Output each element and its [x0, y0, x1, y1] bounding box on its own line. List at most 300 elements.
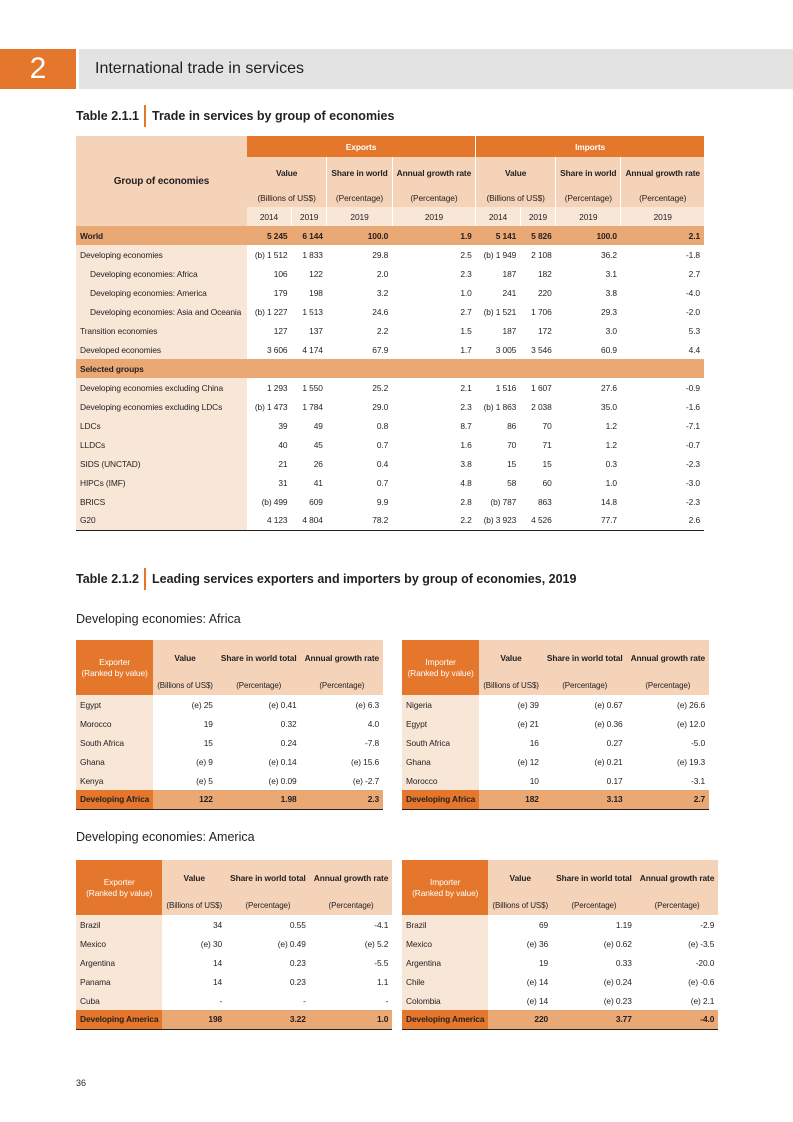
chapter-title: International trade in services — [79, 49, 793, 89]
cell-value: (e) 0.09 — [268, 775, 297, 786]
country-label: Brazil — [402, 915, 488, 934]
cell-value: (b) 1 512 — [247, 245, 292, 264]
cell-value: 1 550 — [291, 378, 326, 397]
total-value: 2.3 — [301, 790, 384, 809]
cell-value: 15 — [520, 454, 555, 473]
cell-value: 3.8 — [392, 454, 476, 473]
cell-value: 3.1 — [556, 264, 621, 283]
cell-value: (e) 15.6 — [351, 756, 380, 767]
cell-value: (e) 30 — [200, 938, 223, 949]
cell-value: (e) 12 — [517, 756, 539, 767]
cell-value: 1.0 — [392, 283, 476, 302]
cell-value: (e) 14 — [526, 976, 549, 987]
cell-value: 2.1 — [621, 226, 704, 245]
cell-value: (e) 0.49 — [277, 938, 306, 949]
total-value: 198 — [162, 1010, 226, 1029]
cell-value: 27.6 — [556, 378, 621, 397]
cell-value: 179 — [247, 283, 292, 302]
imp-unit-value: (Billions of US$) — [476, 188, 556, 207]
cell-value: 1 833 — [291, 245, 326, 264]
cell-value: -1.8 — [621, 245, 704, 264]
cell-value: 127 — [247, 321, 292, 340]
table-row — [76, 435, 704, 454]
table-row — [76, 733, 383, 752]
cell-value: (b) 1 863 — [476, 397, 521, 416]
unit-share: (Percentage) — [226, 896, 310, 915]
cell-value: 29.8 — [327, 245, 392, 264]
row-label: Developing economies excluding China — [76, 378, 247, 397]
cell-value: 2 108 — [520, 245, 555, 264]
america-importers-table — [402, 860, 718, 1030]
cell-value: 2.5 — [392, 245, 476, 264]
cell-value: 34 — [212, 919, 223, 930]
table-row — [76, 283, 704, 302]
cell-value: 14 — [212, 976, 223, 987]
cell-value: -20.0 — [695, 957, 715, 968]
value-header: Value — [479, 640, 543, 676]
cell-value: (b) 1 227 — [247, 302, 292, 321]
cell-value: 5 141 — [476, 226, 521, 245]
cell-value: (e) 26.6 — [677, 699, 706, 710]
table-row — [76, 340, 704, 359]
cell-value: 1.7 — [392, 340, 476, 359]
table-row — [402, 714, 709, 733]
cell-value: -4.0 — [621, 283, 704, 302]
group-header: Group of economies — [76, 136, 247, 226]
cell-value: (e) 2.1 — [690, 995, 715, 1006]
cell-value: (e) 0.67 — [594, 699, 623, 710]
year-header: 2014 — [476, 207, 521, 226]
cell-value: 10 — [529, 775, 539, 786]
table-row — [402, 752, 709, 771]
cell-value: 86 — [476, 416, 521, 435]
total-value: 3.77 — [552, 1010, 636, 1029]
cell-value: 1.1 — [376, 976, 389, 987]
row-label: Developing economies: Africa — [76, 264, 247, 283]
row-label: G20 — [76, 511, 247, 530]
cell-value: -2.3 — [621, 454, 704, 473]
total-row — [76, 1010, 392, 1029]
cell-value: 2.2 — [327, 321, 392, 340]
country-label: Brazil — [76, 915, 162, 934]
country-label: Egypt — [402, 714, 479, 733]
growth-header: Annual growth rate — [310, 860, 393, 896]
cell-value: 15 — [476, 454, 521, 473]
table-row — [402, 934, 718, 953]
table-row — [76, 264, 704, 283]
imp-growth-header: Annual growth rate — [621, 157, 704, 188]
cell-value: 67.9 — [327, 340, 392, 359]
cell-value: 182 — [520, 264, 555, 283]
cell-value: 0.23 — [289, 976, 306, 987]
cell-value: -5.5 — [374, 957, 389, 968]
cell-value: 122 — [291, 264, 326, 283]
value-header: Value — [488, 860, 552, 896]
share-header: Share in world total — [543, 640, 627, 676]
header-label: Exporter — [103, 876, 135, 887]
cell-value: 0.27 — [606, 737, 623, 748]
cell-value: (e) 39 — [517, 699, 539, 710]
row-label: Transition economies — [76, 321, 247, 340]
cell-value: (b) 499 — [247, 492, 292, 511]
cell-value: 78.2 — [327, 511, 392, 530]
table-row — [76, 714, 383, 733]
cell-value: 3 546 — [520, 340, 555, 359]
table-row — [76, 752, 383, 771]
cell-value: 15 — [203, 737, 213, 748]
table-row — [402, 733, 709, 752]
cell-value: 2.7 — [392, 302, 476, 321]
total-row — [76, 790, 383, 809]
table-row — [76, 915, 392, 934]
table-row — [402, 915, 718, 934]
header-label: Importer — [425, 656, 456, 667]
cell-value: 8.7 — [392, 416, 476, 435]
country-label: Argentina — [402, 953, 488, 972]
cell-value: 24.6 — [327, 302, 392, 321]
table-row — [76, 321, 704, 340]
total-value: 1.0 — [310, 1010, 393, 1029]
exports-header: Exports — [247, 136, 476, 157]
cell-value: 1 784 — [291, 397, 326, 416]
cell-value: 70 — [476, 435, 521, 454]
cell-value: 172 — [520, 321, 555, 340]
total-value: 182 — [479, 790, 543, 809]
cell-value: (e) 0.24 — [603, 976, 632, 987]
country-label: South Africa — [402, 733, 479, 752]
row-label: HIPCs (IMF) — [76, 473, 247, 492]
table-row — [76, 397, 704, 416]
table1-caption — [76, 105, 394, 127]
cell-value: 49 — [291, 416, 326, 435]
cell-value: -5.0 — [691, 737, 706, 748]
total-label: Developing Africa — [402, 790, 479, 809]
imp-unit-share: (Percentage) — [556, 188, 621, 207]
table-row — [76, 991, 392, 1010]
growth-header: Annual growth rate — [627, 640, 710, 676]
cell-value: 31 — [247, 473, 292, 492]
cell-value: 0.3 — [556, 454, 621, 473]
unit-value: (Billions of US$) — [153, 676, 217, 695]
country-label: Ghana — [76, 752, 153, 771]
cell-value: 14 — [212, 957, 223, 968]
unit-value: (Billions of US$) — [488, 896, 552, 915]
cell-value: 60.9 — [556, 340, 621, 359]
table1-label: Table 2.1.1 — [76, 109, 139, 123]
value-header: Value — [153, 640, 217, 676]
cell-value: 187 — [476, 264, 521, 283]
unit-share: (Percentage) — [217, 676, 301, 695]
cell-value: 21 — [247, 454, 292, 473]
cell-value: 29.3 — [556, 302, 621, 321]
row-label: Developing economies — [76, 245, 247, 264]
cell-value: (b) 787 — [476, 492, 521, 511]
row-label: Developing economies: America — [76, 283, 247, 302]
cell-value: 19 — [538, 957, 549, 968]
imp-share-header: Share in world — [556, 157, 621, 188]
cell-value: (b) 1 949 — [476, 245, 521, 264]
total-value: -4.0 — [636, 1010, 719, 1029]
value-header: Value — [162, 860, 226, 896]
cell-value: 198 — [291, 283, 326, 302]
chapter-number: 2 — [0, 49, 76, 89]
exporter-header — [76, 860, 162, 915]
cell-value: (e) 21 — [517, 718, 539, 729]
cell-value: (e) 9 — [196, 756, 213, 767]
caption-separator — [144, 568, 146, 590]
year-header: 2019 — [520, 207, 555, 226]
africa-caption: Developing economies: Africa — [76, 612, 241, 626]
cell-value: - — [303, 995, 306, 1006]
header-sublabel: (Ranked by value) — [407, 667, 474, 678]
cell-value: 4.8 — [392, 473, 476, 492]
table-row — [76, 771, 383, 790]
header-sublabel: (Ranked by value) — [86, 887, 153, 898]
cell-value: 45 — [291, 435, 326, 454]
total-value: 3.22 — [226, 1010, 310, 1029]
row-label: LLDCs — [76, 435, 247, 454]
cell-value: 41 — [291, 473, 326, 492]
cell-value: 2.1 — [392, 378, 476, 397]
cell-value: - — [219, 995, 223, 1006]
cell-value: 5 245 — [247, 226, 292, 245]
cell-value: -0.7 — [621, 435, 704, 454]
cell-value: -7.8 — [365, 737, 380, 748]
country-label: Mexico — [402, 934, 488, 953]
cell-value: (e) 6.3 — [355, 699, 380, 710]
cell-value: 2.2 — [392, 511, 476, 530]
cell-value: 39 — [247, 416, 292, 435]
table-row — [402, 771, 709, 790]
exp-share-header: Share in world — [327, 157, 392, 188]
cell-value: 4 123 — [247, 511, 292, 530]
cell-value: 35.0 — [556, 397, 621, 416]
cell-value: 14.8 — [556, 492, 621, 511]
cell-value: -2.3 — [621, 492, 704, 511]
cell-value: -0.9 — [621, 378, 704, 397]
country-label: Kenya — [76, 771, 153, 790]
cell-value: 40 — [247, 435, 292, 454]
cell-value: 6 144 — [291, 226, 326, 245]
page-number: 36 — [76, 1078, 87, 1088]
cell-value: 0.17 — [606, 775, 623, 786]
cell-value: (e) 0.36 — [594, 718, 623, 729]
cell-value: 16 — [529, 737, 539, 748]
cell-value: 60 — [520, 473, 555, 492]
row-label: Developing economies excluding LDCs — [76, 397, 247, 416]
cell-value: (e) 36 — [526, 938, 549, 949]
row-label: SIDS (UNCTAD) — [76, 454, 247, 473]
cell-value: 69 — [538, 919, 549, 930]
country-label: Chile — [402, 972, 488, 991]
cell-value: (b) 3 923 — [476, 511, 521, 530]
cell-value: 5.3 — [621, 321, 704, 340]
cell-value: 0.8 — [327, 416, 392, 435]
header-sublabel: (Ranked by value) — [81, 667, 148, 678]
cell-value: 0.24 — [280, 737, 297, 748]
growth-header: Annual growth rate — [301, 640, 384, 676]
cell-value: 1 513 — [291, 302, 326, 321]
country-label: Morocco — [402, 771, 479, 790]
table-row — [76, 695, 383, 714]
unit-share: (Percentage) — [543, 676, 627, 695]
cell-value: 2.7 — [621, 264, 704, 283]
cell-value: (e) 25 — [191, 699, 213, 710]
cell-value: 1.9 — [392, 226, 476, 245]
cell-value: (e) 12.0 — [677, 718, 706, 729]
cell-value: 25.2 — [327, 378, 392, 397]
cell-value: 5 826 — [520, 226, 555, 245]
row-label: Developing economies: Asia and Oceania — [76, 302, 247, 321]
cell-value: 36.2 — [556, 245, 621, 264]
header-sublabel: (Ranked by value) — [412, 887, 479, 898]
cell-value: 3 606 — [247, 340, 292, 359]
exp-value-header: Value — [247, 157, 327, 188]
total-label: Developing Africa — [76, 790, 153, 809]
cell-value: 0.33 — [615, 957, 632, 968]
cell-value: 1.6 — [392, 435, 476, 454]
unit-value: (Billions of US$) — [162, 896, 226, 915]
exp-growth-header: Annual growth rate — [392, 157, 476, 188]
country-label: Morocco — [76, 714, 153, 733]
cell-value: (b) 1 473 — [247, 397, 292, 416]
total-value: 220 — [488, 1010, 552, 1029]
share-header: Share in world total — [217, 640, 301, 676]
table-row — [76, 511, 704, 530]
cell-value: 609 — [291, 492, 326, 511]
table-row — [402, 991, 718, 1010]
cell-value: 77.7 — [556, 511, 621, 530]
cell-value: 1 706 — [520, 302, 555, 321]
america-caption: Developing economies: America — [76, 830, 255, 844]
africa-importers-table — [402, 640, 709, 810]
cell-value: 2.0 — [327, 264, 392, 283]
table1-title: Trade in services by group of economies — [152, 109, 395, 123]
country-label: Argentina — [76, 953, 162, 972]
total-value: 2.7 — [627, 790, 710, 809]
row-label: BRICS — [76, 492, 247, 511]
table-row — [76, 934, 392, 953]
cell-value: 4.0 — [367, 718, 380, 729]
row-label: World — [76, 226, 247, 245]
imp-unit-growth: (Percentage) — [621, 188, 704, 207]
table-row — [76, 473, 704, 492]
cell-value: 1 516 — [476, 378, 521, 397]
cell-value: 4.4 — [621, 340, 704, 359]
total-value: 122 — [153, 790, 217, 809]
importer-header — [402, 640, 479, 695]
cell-value: 106 — [247, 264, 292, 283]
cell-value: 0.32 — [280, 718, 297, 729]
year-header: 2019 — [556, 207, 621, 226]
cell-value: 1 293 — [247, 378, 292, 397]
cell-value: 4 526 — [520, 511, 555, 530]
table-row — [76, 378, 704, 397]
cell-value: (e) 0.23 — [603, 995, 632, 1006]
cell-value: -7.1 — [621, 416, 704, 435]
cell-value: -4.1 — [374, 919, 389, 930]
country-label: Cuba — [76, 991, 162, 1010]
cell-value: -3.1 — [691, 775, 706, 786]
cell-value: 1.5 — [392, 321, 476, 340]
cell-value: 1.19 — [615, 919, 632, 930]
caption-separator — [144, 105, 146, 127]
table-row — [76, 302, 704, 321]
header-label: Exporter — [99, 656, 131, 667]
total-row — [402, 1010, 718, 1029]
cell-value: 3.8 — [556, 283, 621, 302]
exp-unit-growth: (Percentage) — [392, 188, 476, 207]
cell-value: 1.0 — [556, 473, 621, 492]
cell-value: 71 — [520, 435, 555, 454]
cell-value: (e) 0.41 — [268, 699, 297, 710]
cell-value: (e) -0.6 — [688, 976, 715, 987]
selected-groups-label: Selected groups — [76, 359, 704, 378]
cell-value: 19 — [203, 718, 213, 729]
table-row — [76, 454, 704, 473]
cell-value: (e) 19.3 — [677, 756, 706, 767]
cell-value: (e) 5 — [196, 775, 213, 786]
exporter-header — [76, 640, 153, 695]
total-label: Developing America — [76, 1010, 162, 1029]
cell-value: 100.0 — [327, 226, 392, 245]
cell-value: 2 038 — [520, 397, 555, 416]
cell-value: (e) 0.62 — [603, 938, 632, 949]
cell-value: 1 607 — [520, 378, 555, 397]
cell-value: 2.8 — [392, 492, 476, 511]
cell-value: - — [385, 995, 389, 1006]
year-header: 2014 — [247, 207, 292, 226]
unit-share: (Percentage) — [552, 896, 636, 915]
cell-value: (e) -2.7 — [352, 775, 380, 786]
table2-title: Leading services exporters and importers by group of economies, 2019 — [152, 572, 577, 586]
cell-value: -2.0 — [621, 302, 704, 321]
table-row — [402, 695, 709, 714]
total-row — [402, 790, 709, 809]
cell-value: 220 — [520, 283, 555, 302]
table-row — [76, 416, 704, 435]
cell-value: 100.0 — [556, 226, 621, 245]
importer-header — [402, 860, 488, 915]
country-label: Ghana — [402, 752, 479, 771]
cell-value: 1.2 — [556, 435, 621, 454]
row-label: Developed economies — [76, 340, 247, 359]
country-label: Colombia — [402, 991, 488, 1010]
cell-value: 0.23 — [289, 957, 306, 968]
year-header: 2019 — [291, 207, 326, 226]
unit-growth: (Percentage) — [310, 896, 393, 915]
unit-value: (Billions of US$) — [479, 676, 543, 695]
cell-value: 2.3 — [392, 397, 476, 416]
cell-value: 9.9 — [327, 492, 392, 511]
table-row — [76, 492, 704, 511]
share-header: Share in world total — [226, 860, 310, 896]
table-row — [402, 972, 718, 991]
world-row — [76, 226, 704, 245]
table-trade-by-group — [76, 136, 704, 531]
cell-value: 1.2 — [556, 416, 621, 435]
table2-caption — [76, 568, 576, 590]
exp-unit-share: (Percentage) — [327, 188, 392, 207]
row-label: LDCs — [76, 416, 247, 435]
cell-value: 0.4 — [327, 454, 392, 473]
country-label: Egypt — [76, 695, 153, 714]
cell-value: (e) -3.5 — [688, 938, 715, 949]
table-row — [402, 953, 718, 972]
total-label: Developing America — [402, 1010, 488, 1029]
imports-header: Imports — [476, 136, 704, 157]
cell-value: 4 174 — [291, 340, 326, 359]
